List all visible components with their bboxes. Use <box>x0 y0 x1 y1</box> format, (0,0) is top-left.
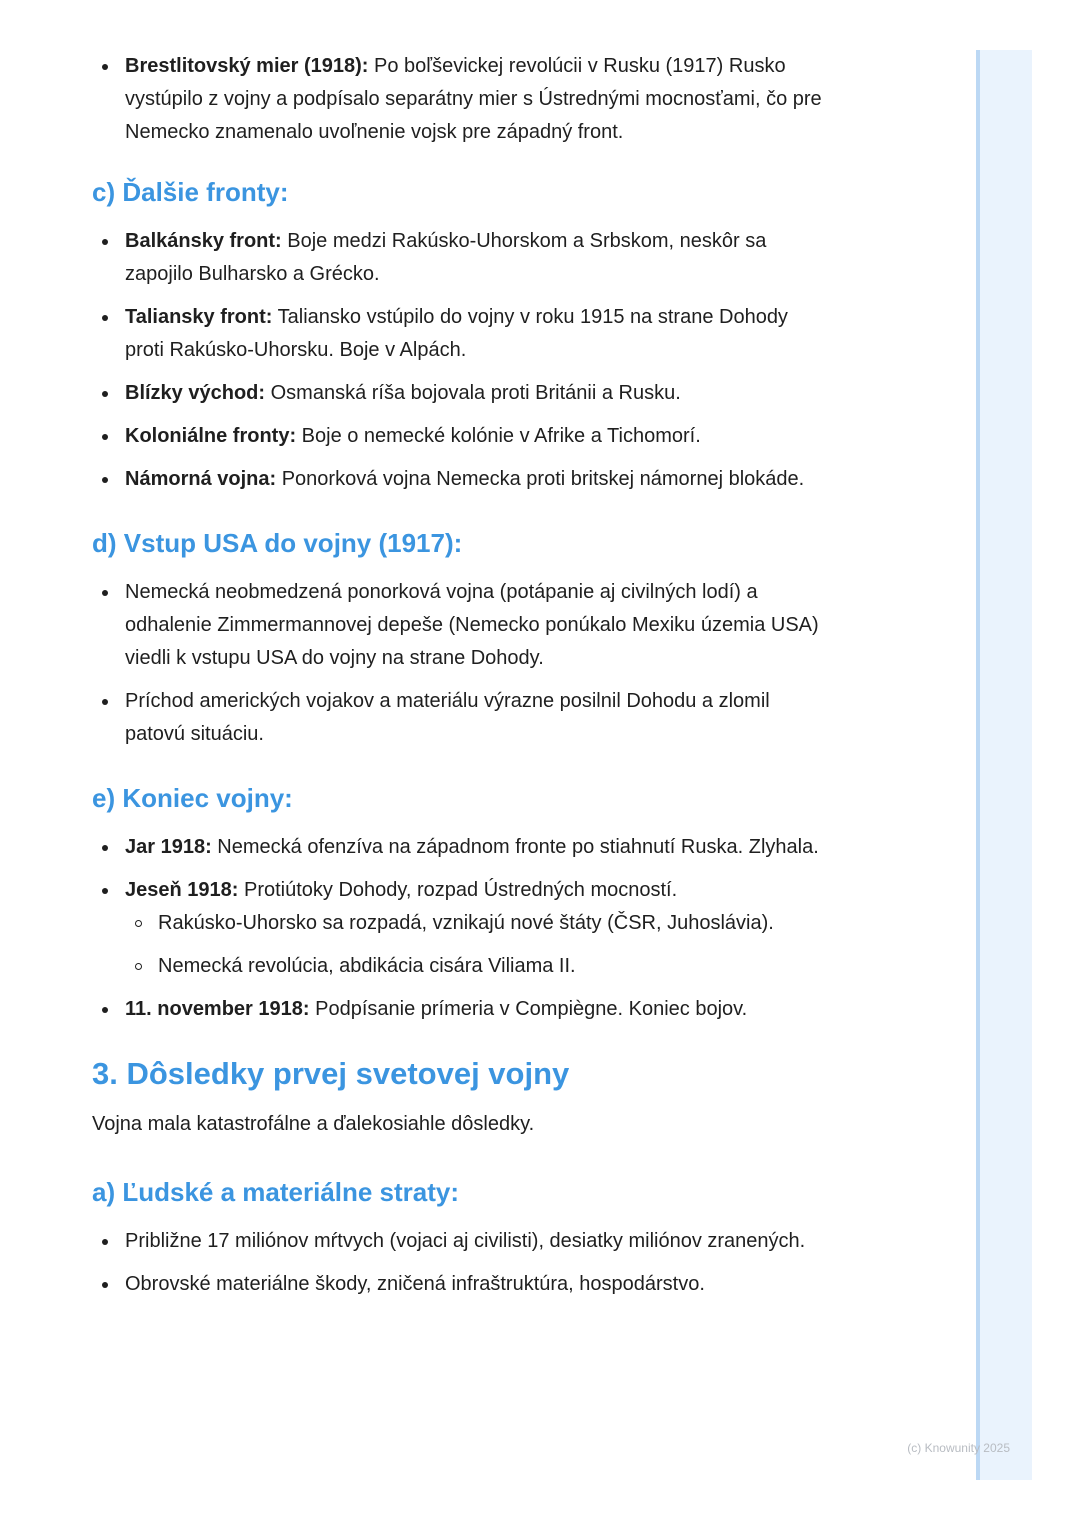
item-term: Brestlitovský mier (1918): <box>125 55 369 77</box>
document-content <box>92 50 832 1311</box>
section-heading-d: d) Vstup USA do vojny (1917): <box>92 528 463 558</box>
list-item: Príchod amerických vojakov a materiálu výrazne posilnil Dohodu a zlomil patovú situáciu. <box>125 685 832 751</box>
section-heading-3: 3. Dôsledky prvej svetovej vojny <box>92 1056 570 1091</box>
list-item: Nemecká neobmedzená ponorková vojna (potápanie aj civilných lodí) a odhalenie Zimmermannovej depeše (Nemecko ponúkalo Mexiku územia USA) viedli k vstupu USA do vojny na strane Dohody. <box>125 576 832 675</box>
section-heading-a: a) Ľudské a materiálne straty: <box>92 1177 460 1207</box>
copyright-footer: (c) Knowunity 2025 <box>907 1441 1010 1455</box>
item-term: Taliansky front: <box>125 306 273 328</box>
item-term: Jeseň 1918: <box>125 879 239 901</box>
section-heading-c: c) Ďalšie fronty: <box>92 177 289 207</box>
intro-list <box>92 50 832 149</box>
list-item <box>125 301 832 367</box>
item-term: Jar 1918: <box>125 836 212 858</box>
sub-list-item: Nemecká revolúcia, abdikácia cisára Viliama II. <box>158 950 832 983</box>
item-term: Blízky východ: <box>125 382 266 404</box>
sub-list <box>125 907 832 983</box>
list-item <box>125 463 832 496</box>
item-text: Nemecká ofenzíva na západnom fronte po stiahnutí Ruska. Zlyhala. <box>211 836 819 858</box>
section-heading-e: e) Koniec vojny: <box>92 783 293 813</box>
section-c-list <box>92 225 832 496</box>
item-term: Koloniálne fronty: <box>125 425 297 447</box>
item-text: Osmanská ríša bojovala proti Británii a Rusku. <box>265 382 681 404</box>
item-term: Námorná vojna: <box>125 468 277 490</box>
item-text: Podpísanie prímeria v Compiègne. Koniec bojov. <box>309 998 748 1020</box>
section-a-list <box>92 1225 832 1301</box>
side-panel <box>976 50 1032 1480</box>
item-text: Boje medzi Rakúsko-Uhorskom a Srbskom, neskôr sa zapojilo Bulharsko a Grécko. <box>125 230 767 285</box>
list-item <box>125 377 832 410</box>
sub-list-item: Rakúsko-Uhorsko sa rozpadá, vznikajú nové štáty (ČSR, Juhoslávia). <box>158 907 832 940</box>
item-text: Boje o nemecké kolónie v Afrike a Tichomorí. <box>296 425 701 447</box>
list-item: Obrovské materiálne škody, zničená infraštruktúra, hospodárstvo. <box>125 1268 832 1301</box>
item-text: Taliansko vstúpilo do vojny v roku 1915 na strane Dohody proti Rakúsko-Uhorsku. Boje v Alpách. <box>125 306 788 361</box>
section-3-intro: Vojna mala katastrofálne a ďalekosiahle dôsledky. <box>92 1113 535 1135</box>
list-item <box>125 225 832 291</box>
item-term: Balkánsky front: <box>125 230 282 252</box>
list-item <box>125 420 832 453</box>
section-e-list <box>92 831 832 1026</box>
item-text: Protiútoky Dohody, rozpad Ústredných mocností. <box>238 879 678 901</box>
item-text: Ponorková vojna Nemecka proti britskej námornej blokáde. <box>276 468 805 490</box>
list-item: Približne 17 miliónov mŕtvych (vojaci aj civilisti), desiatky miliónov zranených. <box>125 1225 832 1258</box>
list-item <box>125 50 832 149</box>
list-item <box>125 831 832 864</box>
list-item <box>125 993 832 1026</box>
item-text: Po boľševickej revolúcii v Rusku (1917) Rusko vystúpilo z vojny a podpísalo separátny mier s Ústrednými mocnosťami, čo pre Nemecko znamenalo uvoľnenie vojsk pre západný front. <box>125 55 822 143</box>
list-item <box>125 874 832 983</box>
section-d-list <box>92 576 832 751</box>
item-term: 11. november 1918: <box>125 998 310 1020</box>
